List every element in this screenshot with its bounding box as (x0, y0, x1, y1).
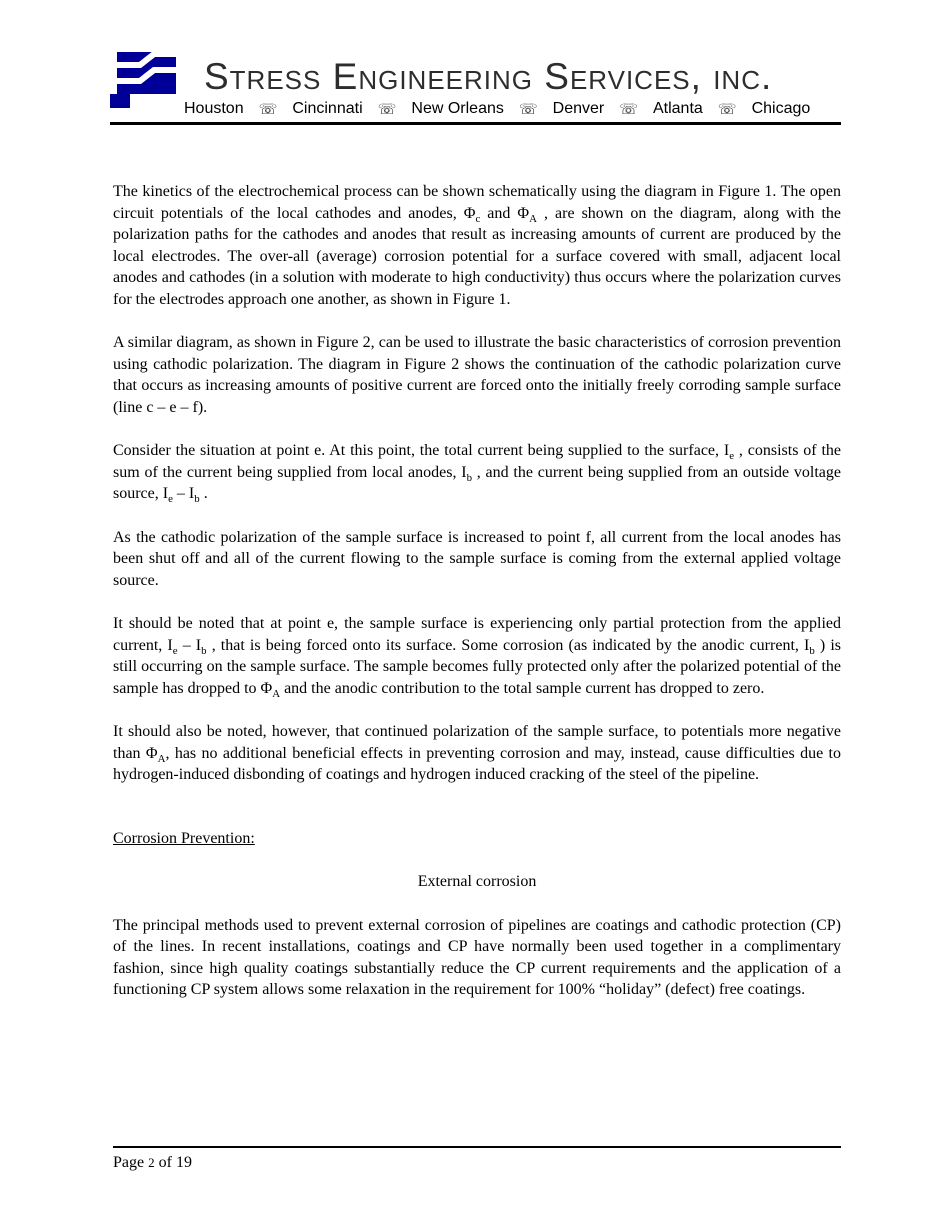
city-chicago: Chicago (751, 100, 811, 117)
subscript: A (157, 752, 166, 765)
page-number-line (113, 1154, 841, 1172)
page-of-total: of 19 (158, 1154, 192, 1171)
subscript: b (194, 493, 200, 506)
paragraph-continued-polarization: It should also be noted, however, that continued polarization of the sample surface, to potentials more negative than $\Phi_A$, has no additional beneficial effects in preventing corrosion and may, instead, cause difficulties due to hydrogen-induced disbonding of coatings and hydrogen induced cracking of the steel of the pipeline. (113, 723, 841, 783)
phone-icon: ☏ (258, 100, 278, 118)
paragraph-point-e: Consider the situation at point e. At this point, the total current being supplied to the surface, $I_e$ , consists of the sum of the current being supplied from local anodes, $I_b$ , and the current being supplied from an outside voltage source, $I_e - I_b$ . (113, 442, 842, 506)
document-body (0, 125, 952, 1001)
paragraph-principal-methods: The principal methods used to prevent external corrosion of pipelines are coatings and cathodic protection (CP) of the lines. In recent installations, coatings and CP have normally been used together in a complimentary fashion, since high quality coatings substantially reduce the CP current requirements and the application of a functioning CP system allows some relaxation in the requirement for 100% “holiday” (defect) free coatings. (113, 916, 841, 998)
subsection-heading-external-corrosion: External corrosion (417, 873, 537, 890)
page-footer (113, 1146, 841, 1172)
page-word: Page (113, 1154, 145, 1171)
paragraph-similar-diagram: A similar diagram, as shown in Figure 2, can be used to illustrate the basic characteristics of corrosion prevention using cathodic polarization. The diagram in Figure 2 shows the continuation of the cathodic polarization curve that occurs as increasing amounts of positive current are forced onto the initially freely corroding sample surface (line c – e – f). (113, 334, 841, 416)
subscript: A (272, 687, 281, 700)
phone-icon: ☏ (518, 100, 538, 118)
city-atlanta: Atlanta (652, 100, 703, 117)
company-logo (110, 52, 176, 108)
company-name: Stress Engineering Services, inc. (204, 56, 773, 97)
subscript: e (168, 493, 173, 506)
subscript: A (529, 212, 537, 225)
logo-graphic (110, 52, 176, 108)
city-cincinnati: Cincinnati (292, 100, 363, 117)
city-new-orleans: New Orleans (411, 100, 504, 117)
city-houston: Houston (184, 100, 244, 117)
city-denver: Denver (552, 100, 605, 117)
paragraph-kinetics: The kinetics of the electrochemical process can be shown schematically using the diagram in Figure 1. The open circuit potentials of the local cathodes and anodes, $\Phi_c$ and $\Phi_A$ , are shown on the diagram, along with the polarization paths for the cathodes and anodes that result as increasing amounts of current are produced by the local electrodes. The over-all (average) corrosion potential for a surface covered with small, adjacent local anodes and cathodes (in a solution with moderate to high conductivity) thus occurs where the polarization curves for the electrodes approach one another, as shown in Figure 1. (113, 183, 841, 308)
paragraph-partial-protection: It should be noted that at point e, the sample surface is experiencing only partial protection from the applied current, $I_e - I_b$ , that is being forced onto its surface. Some corrosion (as indicated by the anodic current, $I_b$ ) is still occurring on the sample surface. The sample becomes fully protected only after the polarized potential of the sample has dropped to $\Phi_A$ and the anodic contribution to the total sample current has dropped to zero. (113, 615, 842, 700)
phone-icon: ☏ (377, 100, 397, 118)
subscript: b (201, 644, 207, 657)
paragraph-point-f: As the cathodic polarization of the sample surface is increased to point f, all current from the local anodes has been shut off and all of the current flowing to the sample surface is coming from the external applied voltage source. (113, 528, 841, 589)
phone-icon: ☏ (717, 100, 737, 118)
subscript: c (475, 212, 481, 225)
page-number-value: 2 (148, 1155, 155, 1170)
footer-divider (113, 1146, 841, 1148)
subscript: b (466, 471, 472, 484)
subscript: e (172, 644, 178, 657)
cities-line (184, 100, 841, 118)
section-heading-corrosion-prevention: Corrosion Prevention: (113, 829, 255, 847)
letterhead-text (184, 52, 841, 118)
subscript: e (729, 450, 735, 463)
letterhead (0, 0, 952, 118)
phone-icon: ☏ (619, 100, 638, 118)
subscript: b (809, 644, 815, 657)
